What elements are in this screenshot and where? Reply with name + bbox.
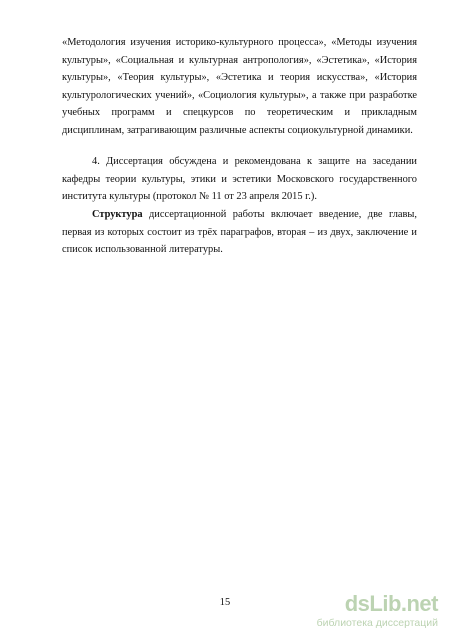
watermark-logo: dsLib.net (344, 591, 438, 616)
structure-heading: Структура (92, 209, 143, 220)
watermark (318, 591, 438, 633)
paragraph-structure (62, 206, 417, 259)
paragraph-applications: «Методология изучения историко-культурного процесса», «Методы изучения культуры», «Социальная и культурная антропология», «Эстетика», «История культуры», «Теория культуры», «Эстетика и теория искусства», «История культурологических учений», «Социология культуры», а также при разработке учебных программ и спецкурсов по теоретическим и прикладным дисциплинам, затрагивающим различные аспекты социокультурной динамики. (62, 37, 417, 136)
page-number: 15 (219, 597, 231, 608)
watermark-tagline: библиотека диссертаций (316, 617, 438, 629)
structure-text: диссертационной работы включает введение, две главы, первая из которых состоит из трёх параграфов, вторая – из двух, заключение и список использованной литературы. (62, 209, 417, 256)
paragraph-approval: 4. Диссертация обсуждена и рекомендована к защите на заседании кафедры теории культуры, этики и эстетики Московского государственного института культуры (протокол № 11 от 23 апреля 2015 г.). (62, 156, 417, 203)
